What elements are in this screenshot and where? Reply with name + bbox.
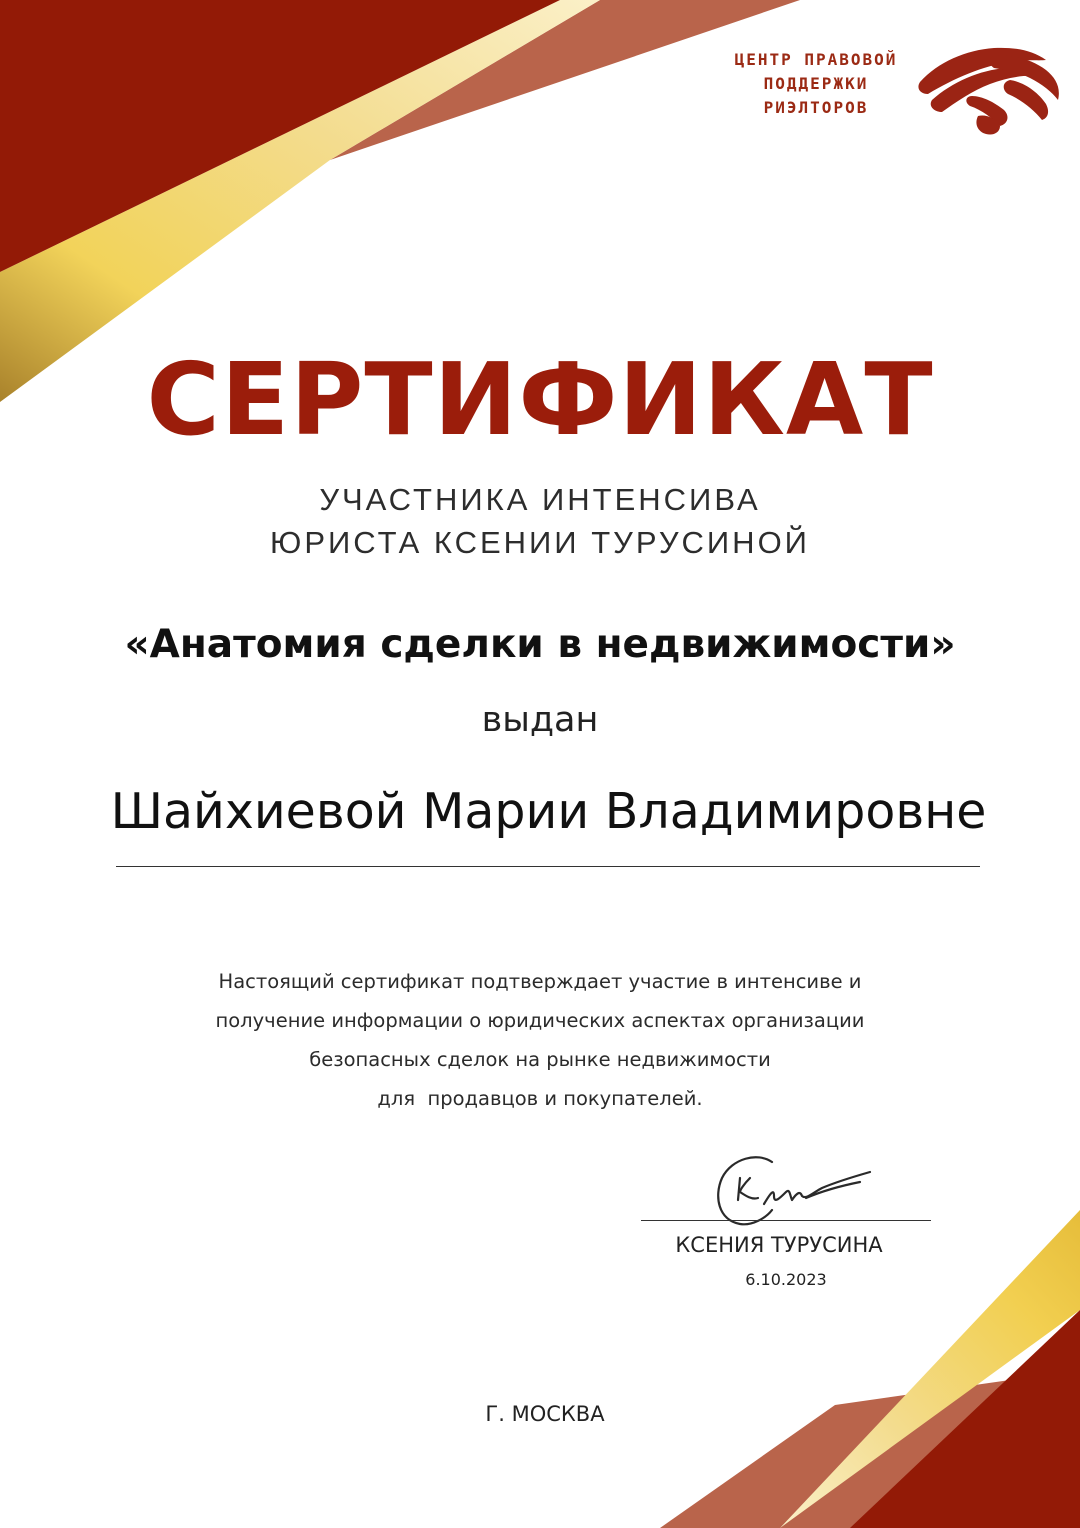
logo-line-1: ЦЕНТР ПРАВОВОЙ — [734, 50, 898, 69]
certificate-title: СЕРТИФИКАТ — [146, 341, 934, 458]
subtitle-line-1: УЧАСТНИКА ИНТЕНСИВА — [319, 482, 761, 517]
top-red-band — [0, 0, 560, 272]
issue-city: Г. МОСКВА — [485, 1402, 605, 1426]
organization-logo — [718, 44, 1063, 139]
subtitle-line-2: ЮРИСТА КСЕНИИ ТУРУСИНОЙ — [270, 525, 810, 560]
issued-label: выдан — [481, 700, 599, 740]
logo-line-2: ПОДДЕРЖКИ — [763, 74, 869, 93]
description-line-4: для продавцов и покупателей. — [377, 1087, 703, 1110]
logo-text — [718, 48, 914, 120]
logo-line-3: РИЭЛТОРОВ — [763, 98, 869, 117]
description-line-3: безопасных сделок на рынке недвижимости — [309, 1048, 771, 1071]
recipient-name: Шайхиевой Марии Владимировне — [110, 783, 987, 840]
certificate-subtitle — [0, 478, 1080, 564]
recipient-underline — [116, 866, 980, 867]
signature-date: 6.10.2023 — [745, 1270, 827, 1289]
hands-roof-logo-icon — [914, 44, 1062, 136]
certificate-description — [0, 962, 1080, 1118]
description-line-2: получение информации о юридических аспектах организации — [215, 1009, 865, 1032]
signer-name: КСЕНИЯ ТУРУСИНА — [675, 1233, 883, 1257]
description-line-1: Настоящий сертификат подтверждает участие в интенсиве и — [218, 970, 862, 993]
course-name: «Анатомия сделки в недвижимости» — [124, 622, 956, 667]
signature-line — [641, 1220, 931, 1221]
